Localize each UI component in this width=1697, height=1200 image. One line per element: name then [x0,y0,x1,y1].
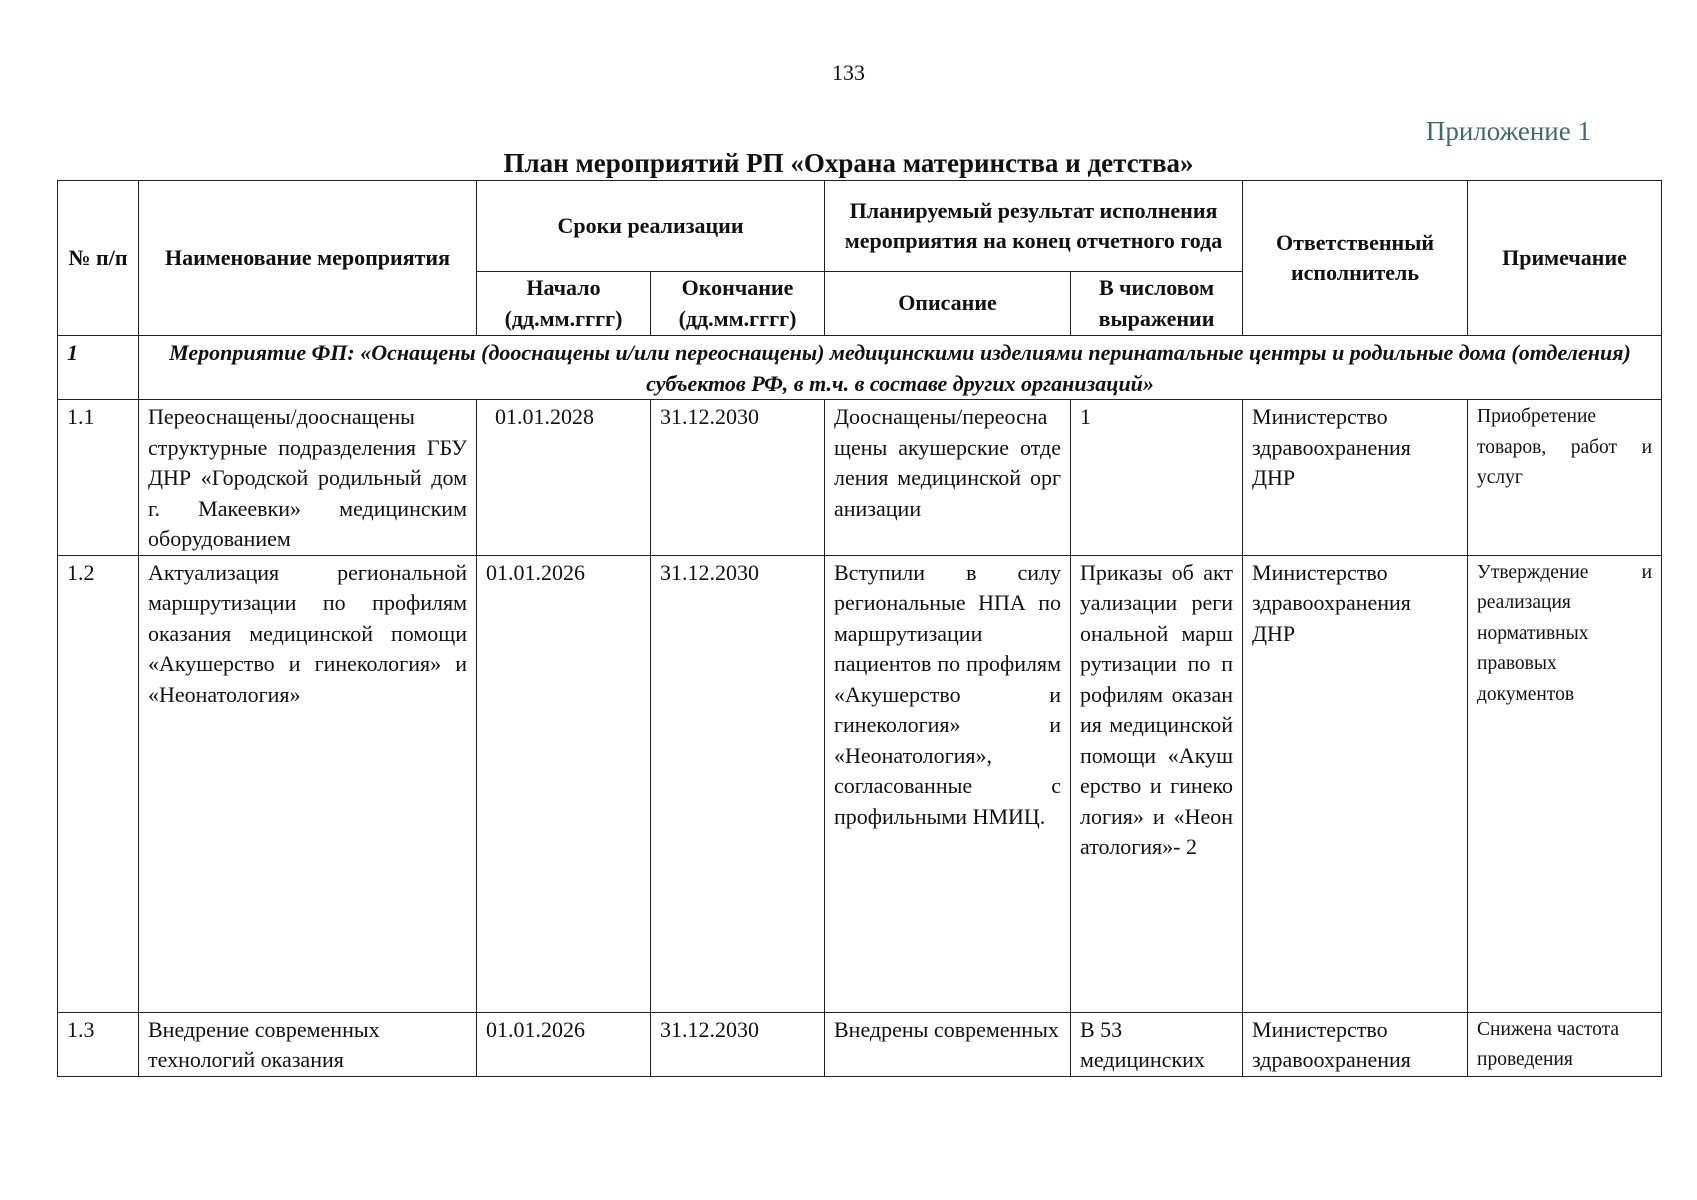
plan-table [57,180,1662,1077]
table-row [58,400,1662,556]
row-number: 1.1 [58,400,139,556]
row-responsible: Министерство здравоохранения ДНР [1243,555,1468,1012]
row-number: 1.3 [58,1012,139,1076]
row-description: Внедрены современных [825,1012,1071,1076]
row-name: Внедрение современных технологий оказания [139,1012,477,1076]
header-note: Примечание [1468,181,1662,336]
header-end: Окончание (дд.мм.гггг) [651,272,825,336]
row-description: Дооснащены/переоснащены акушерские отделения медицинской организации [825,400,1071,556]
header-timeline: Сроки реализации [477,181,825,272]
header-num: № п/п [58,181,139,336]
row-description: Вступили в силу региональные НПА по маршрутизации пациентов по профилям «Акушерство и гинекология» и «Неонатология», согласованные с профильными НМИЦ. [825,555,1071,1012]
row-start-date: 01.01.2026 [477,555,651,1012]
row-note: Снижена частота проведения [1468,1012,1662,1076]
row-start-date: 01.01.2026 [477,1012,651,1076]
row-note: Утверждение и реализация нормативных правовых документов [1468,555,1662,1012]
row-note: Приобретение товаров, работ и услуг [1468,400,1662,556]
row-numeric: В 53 медицинских [1071,1012,1243,1076]
row-number: 1.2 [58,555,139,1012]
table-row [58,1012,1662,1076]
header-result: Планируемый результат исполнения мероприятия на конец отчетного года [825,181,1243,272]
header-start: Начало (дд.мм.гггг) [477,272,651,336]
section-title: Мероприятие ФП: «Оснащены (дооснащены и/или переоснащены) медицинскими изделиями перинатальные центры и родильные дома (отделения) субъектов РФ, в т.ч. в составе других организаций» [139,336,1662,400]
header-description: Описание [825,272,1071,336]
header-numeric: В числовом выражении [1071,272,1243,336]
row-numeric: Приказы об актуализации региональной маршрутизации по профилям оказания медицинской помощи «Акушерство и гинекология» и «Неонатология»- 2 [1071,555,1243,1012]
header-name: Наименование мероприятия [139,181,477,336]
row-end-date: 31.12.2030 [651,400,825,556]
row-name: Актуализация региональной маршрутизации по профилям оказания медицинской помощи «Акушерство и гинекология» и «Неонатология» [139,555,477,1012]
header-row-1 [58,181,1662,272]
section-number: 1 [58,336,139,400]
row-name: Переоснащены/дооснащены структурные подразделения ГБУ ДНР «Городской родильный дом г. Макеевки» медицинским оборудованием [139,400,477,556]
header-responsible: Ответственный исполнитель [1243,181,1468,336]
table-row [58,555,1662,1012]
page-number: 133 [832,60,865,85]
document-title: План мероприятий РП «Охрана материнства и детства» [503,148,1194,178]
row-end-date: 31.12.2030 [651,1012,825,1076]
row-responsible: Министерство здравоохранения [1243,1012,1468,1076]
section-row [58,336,1662,400]
row-responsible: Министерство здравоохранения ДНР [1243,400,1468,556]
row-end-date: 31.12.2030 [651,555,825,1012]
appendix-label: Приложение 1 [1425,116,1591,146]
row-start-date: 01.01.2028 [477,400,651,556]
row-numeric: 1 [1071,400,1243,556]
